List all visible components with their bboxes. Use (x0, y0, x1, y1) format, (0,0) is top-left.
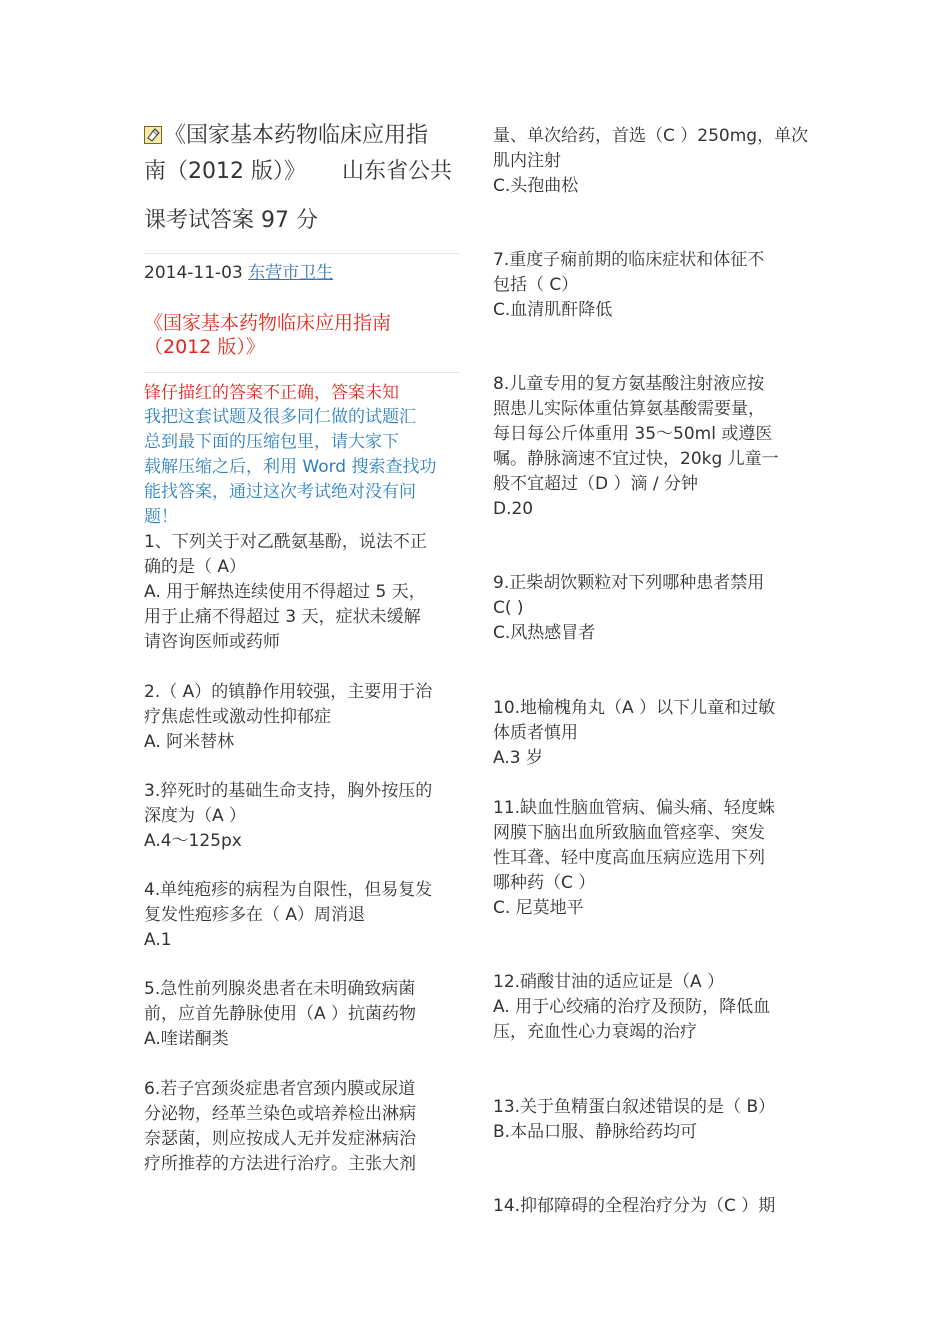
question-line: 确的是（ A） (144, 557, 247, 577)
doc-title-line-1: 《国家基本药物临床应用指 (144, 121, 428, 151)
answer-line: 请咨询医师或药师 (144, 632, 280, 652)
answer-line: A.1 (144, 930, 172, 950)
question-line: 3.猝死时的基础生命支持，胸外按压的 (144, 781, 433, 801)
answer-line: C.风热感冒者 (493, 623, 596, 643)
question-line: 分泌物，经革兰染色或培养检出淋病 (144, 1104, 416, 1124)
answer-line: C.血清肌酐降低 (493, 300, 613, 320)
question-line: 照患儿实际体重估算氨基酸需要量， (493, 399, 765, 419)
answer-line: A. 阿米替林 (144, 732, 235, 752)
question-line: 疗焦虑性或激动性抑郁症 (144, 707, 331, 727)
notice-red-line: 锋仔描红的答案不正确，答案未知 (144, 383, 399, 403)
question-line: 11.缺血性脑血管病、偏头痛、轻度蛛 (493, 798, 776, 818)
question-line: 12.硝酸甘油的适应证是（A ） (493, 972, 725, 992)
question-line: 疗所推荐的方法进行治疗。主张大剂 (144, 1154, 416, 1174)
notice-line: 我把这套试题及很多同仁做的试题汇 (144, 407, 416, 427)
question-line: 9.正柴胡饮颗粒对下列哪种患者禁用 (493, 573, 765, 593)
subtitle-line-2: （2012 版）》 (144, 336, 265, 358)
question-line: 7.重度子痫前期的临床症状和体征不 (493, 250, 765, 270)
question-line: 肌内注射 (493, 151, 561, 171)
answer-line: B.本品口服、静脉给药均可 (493, 1122, 698, 1142)
question-line: 前，应首先静脉使用（A ）抗菌药物 (144, 1004, 417, 1024)
question-line: C( ) (493, 598, 524, 618)
question-line: 包括（ C） (493, 275, 579, 295)
answer-line: C.头孢曲松 (493, 176, 579, 196)
answer-line: A.喹诺酮类 (144, 1029, 229, 1049)
notice-line: 载解压缩之后，利用 Word 搜索查找功 (144, 457, 437, 477)
answer-line: D.20 (493, 499, 534, 519)
question-line: 嘱。静脉滴速不宜过快，20kg 儿童一 (493, 449, 779, 469)
answer-line: 用于止痛不得超过 3 天，症状未缓解 (144, 607, 421, 627)
post-meta (144, 261, 333, 286)
question-line: 般不宜超过（D ）滴 / 分钟 (493, 474, 699, 494)
question-line: 复发性疱疹多在（ A）周消退 (144, 905, 366, 925)
divider (144, 253, 459, 254)
question-line: 每日每公斤体重用 35～50ml 或遵医 (493, 424, 773, 444)
doc-title-line-3: 课考试答案 97 分 (144, 208, 318, 233)
question-line: 13.关于鱼精蛋白叙述错误的是（ B） (493, 1097, 776, 1117)
answer-line: A. 用于心绞痛的治疗及预防，降低血 (493, 997, 771, 1017)
source-link[interactable]: 东营市卫生 (248, 263, 334, 283)
question-line: 10.地榆槐角丸（A ）以下儿童和过敏 (493, 698, 776, 718)
notice-line: 总到最下面的压缩包里，请大家下 (144, 432, 399, 452)
question-line: 性耳聋、轻中度高血压病应选用下列 (493, 848, 765, 868)
question-line: 6.若子宫颈炎症患者宫颈内膜或尿道 (144, 1079, 416, 1099)
answer-line: A. 用于解热连续使用不得超过 5 天， (144, 582, 426, 602)
question-line: 体质者慎用 (493, 723, 578, 743)
question-line: 5.急性前列腺炎患者在未明确致病菌 (144, 979, 416, 999)
answer-line: C. 尼莫地平 (493, 898, 584, 918)
document-link-icon (144, 123, 162, 141)
question-line: 14.抑郁障碍的全程治疗分为（C ）期 (493, 1196, 776, 1216)
divider (144, 372, 459, 373)
question-line: 哪种药（C ） (493, 873, 596, 893)
doc-title-line-2: 南（2012 版）》 山东省公共 (144, 159, 452, 184)
question-line: 量、单次给药，首选（C ）250mg，单次 (493, 126, 809, 146)
question-line: 1、下列关于对乙酰氨基酚，说法不正 (144, 532, 427, 552)
answer-line: 压，充血性心力衰竭的治疗 (493, 1022, 697, 1042)
question-line: 4.单纯疱疹的病程为自限性，但易复发 (144, 880, 433, 900)
question-line: 2.（ A）的镇静作用较强，主要用于治 (144, 682, 433, 702)
notice-line: 题！ (144, 507, 178, 527)
answer-line: A.4～125px (144, 831, 242, 851)
answer-line: A.3 岁 (493, 748, 543, 768)
question-line: 深度为（A ） (144, 806, 247, 826)
post-date: 2014-11-03 (144, 263, 243, 283)
question-line: 奈瑟菌，则应按成人无并发症淋病治 (144, 1129, 416, 1149)
subtitle-line-1: 《国家基本药物临床应用指南 (144, 312, 392, 334)
question-line: 8.儿童专用的复方氨基酸注射液应按 (493, 374, 765, 394)
question-line: 网膜下脑出血所致脑血管痉挛、突发 (493, 823, 765, 843)
notice-line: 能找答案，通过这次考试绝对没有问 (144, 482, 416, 502)
